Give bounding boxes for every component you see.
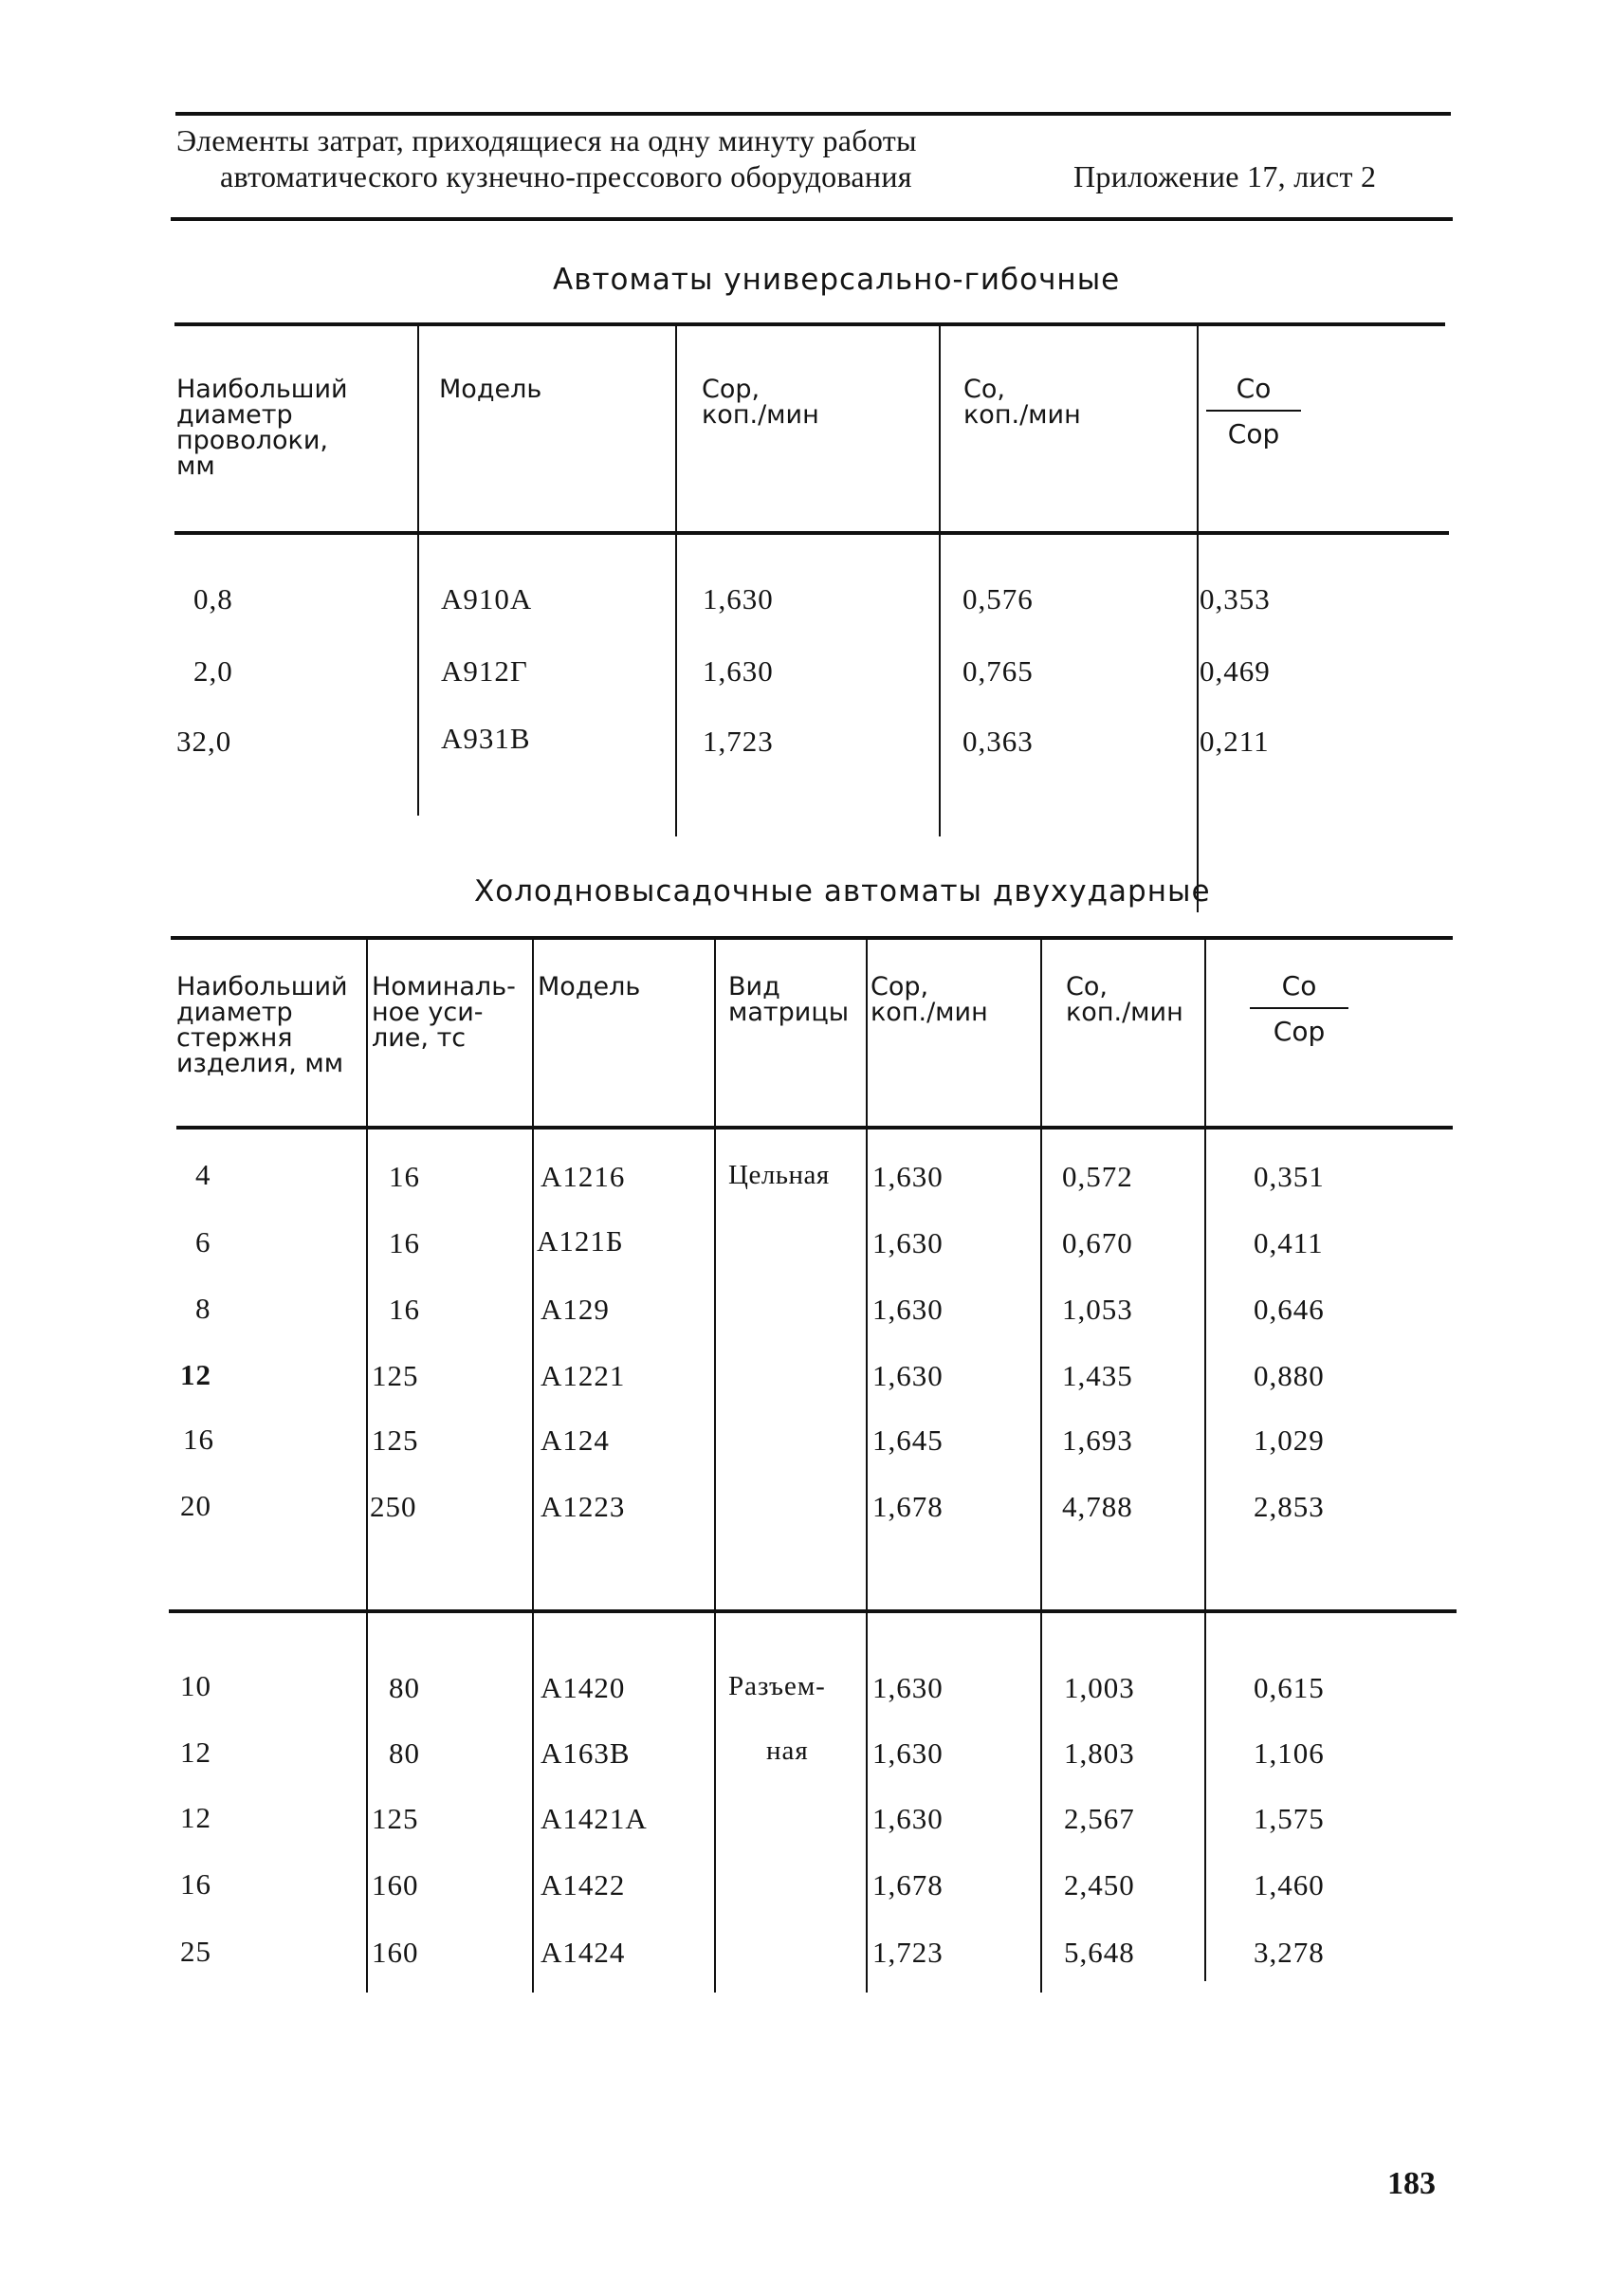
table1-cell-diameter: 32,0	[176, 725, 232, 758]
table2-cell-force: 80	[389, 1671, 420, 1704]
table2-cell-co: 1,053	[1062, 1293, 1133, 1326]
table2-cell-force: 16	[389, 1293, 420, 1326]
table2-cell-diameter: 10	[180, 1669, 211, 1702]
table1-top-rule	[174, 322, 1445, 326]
table2-cell-model: А1420	[541, 1671, 626, 1704]
table2-header-ratio-den: Cop	[1273, 1016, 1326, 1047]
table2-cell-model: А1221	[541, 1359, 626, 1392]
table2-cell-force: 125	[372, 1359, 419, 1392]
table2-vline-5	[1040, 938, 1042, 1993]
table1-cell-ratio: 0,211	[1200, 725, 1270, 758]
table2-cell-cop: 1,678	[872, 1490, 944, 1523]
table2-cell-cop: 1,645	[872, 1424, 944, 1457]
table2-cell-ratio: 0,351	[1254, 1160, 1325, 1193]
table2-cell-co: 1,003	[1064, 1671, 1135, 1704]
header-top-rule	[175, 112, 1451, 116]
table2-cell-cop: 1,630	[872, 1226, 944, 1259]
table2-cell-model: А1216	[541, 1160, 626, 1193]
table2-header-cop: Cop, коп./мин	[871, 972, 988, 1027]
table2-cell-force: 16	[389, 1160, 420, 1193]
table2-cell-co: 2,450	[1064, 1868, 1135, 1901]
table1-header-rule	[174, 531, 1449, 535]
table2-cell-diameter: 25	[180, 1935, 211, 1968]
table1-header-cop: Cop, коп./мин	[702, 375, 819, 430]
table2-header-force: Номиналь- ное уси- лие, тс	[372, 972, 516, 1053]
header-bottom-rule	[171, 217, 1453, 221]
table2-cell-ratio: 0,615	[1254, 1671, 1325, 1704]
header-title-line1: Элементы затрат, приходящиеся на одну минуту работы	[176, 123, 917, 157]
table1-header-co: Co, коп./мин	[963, 375, 1081, 430]
table1-cell-ratio: 0,469	[1200, 654, 1271, 688]
table2-cell-ratio: 0,880	[1254, 1359, 1325, 1392]
table2-cell-model: А1424	[541, 1936, 626, 1969]
table2-cell-co: 1,435	[1062, 1359, 1133, 1392]
table2-cell-diameter: 12	[180, 1736, 211, 1769]
table2-top-rule	[171, 936, 1453, 940]
table2-cell-cop: 1,630	[872, 1293, 944, 1326]
table2-cell-cop: 1,630	[872, 1802, 944, 1835]
table1-vline-2	[675, 324, 677, 836]
table1-caption: Автоматы универсально-гибочные	[553, 263, 1121, 297]
table1-cell-cop: 1,630	[703, 582, 774, 615]
table2-cell-force: 160	[372, 1868, 419, 1901]
table1-header-model: Модель	[439, 375, 542, 404]
table2-header-ratio-num: Co	[1281, 970, 1317, 1001]
table2-cell-ratio: 1,106	[1254, 1736, 1325, 1770]
table2-cell-ratio: 0,646	[1254, 1293, 1325, 1326]
table2-cell-ratio: 1,575	[1254, 1802, 1325, 1835]
table2-cell-co: 1,803	[1064, 1736, 1135, 1770]
table2-cell-force: 125	[372, 1424, 419, 1457]
table1-cell-diameter: 2,0	[193, 654, 233, 688]
fraction-bar	[1250, 1007, 1348, 1009]
table2-cell-cop: 1,630	[872, 1359, 944, 1392]
table2-vline-4	[866, 938, 868, 1993]
table1-cell-diameter: 0,8	[193, 582, 233, 615]
table2-cell-ratio: 3,278	[1254, 1936, 1325, 1969]
table2-cell-co: 0,572	[1062, 1160, 1133, 1193]
table2-cell-diameter: 12	[180, 1801, 211, 1834]
table1-cell-co: 0,363	[962, 725, 1034, 758]
table2-cell-force: 160	[372, 1936, 419, 1969]
table2-cell-model: А129	[541, 1293, 610, 1326]
table2-cell-co: 1,693	[1062, 1424, 1133, 1457]
table2-header-model: Модель	[538, 972, 641, 1001]
table1-vline-1	[417, 324, 419, 816]
table2-cell-diameter: 4	[195, 1158, 211, 1191]
table2-cell-model: А163В	[541, 1736, 631, 1770]
table2-vline-1	[366, 938, 368, 1993]
table2-group1-matrix: Цельная	[728, 1160, 830, 1190]
table2-cell-model: А1223	[541, 1490, 626, 1523]
table1-vline-3	[939, 324, 941, 836]
table2-cell-co: 0,670	[1062, 1226, 1133, 1259]
table2-cell-co: 5,648	[1064, 1936, 1135, 1969]
table2-cell-cop: 1,678	[872, 1868, 944, 1901]
table2-cell-cop: 1,630	[872, 1736, 944, 1770]
table2-header-matrix: Вид матрицы	[728, 972, 850, 1027]
table2-group-rule	[169, 1609, 1457, 1613]
table2-cell-co: 2,567	[1064, 1802, 1135, 1835]
table2-cell-force: 16	[389, 1226, 420, 1259]
table2-cell-model: А124	[541, 1424, 610, 1457]
table1-cell-ratio: 0,353	[1200, 582, 1271, 615]
table2-vline-6	[1204, 938, 1206, 1981]
table1-cell-cop: 1,630	[703, 654, 774, 688]
header-appendix: Приложение 17, лист 2	[1073, 159, 1377, 193]
table2-cell-force: 80	[389, 1736, 420, 1770]
table2-cell-ratio: 1,460	[1254, 1868, 1325, 1901]
table2-caption: Холодновысадочные автоматы двухударные	[474, 874, 1211, 909]
table2-vline-2	[532, 938, 534, 1993]
table2-cell-diameter: 16	[183, 1423, 214, 1456]
table2-cell-ratio: 2,853	[1254, 1490, 1325, 1523]
table1-cell-model: А931В	[441, 722, 531, 755]
page-number: 183	[1387, 2166, 1436, 2201]
table1-cell-co: 0,576	[962, 582, 1034, 615]
table1-header-ratio-num: Co	[1236, 373, 1272, 404]
fraction-bar	[1206, 410, 1301, 412]
table2-header-co: Co, коп./мин	[1066, 972, 1183, 1027]
table1-cell-cop: 1,723	[703, 725, 774, 758]
table1-cell-co: 0,765	[962, 654, 1034, 688]
table2-cell-model: А1422	[541, 1868, 626, 1901]
table2-cell-ratio: 0,411	[1254, 1226, 1324, 1259]
table2-group2-matrix-line1: Разъем-	[728, 1671, 826, 1701]
table2-cell-cop: 1,723	[872, 1936, 944, 1969]
table2-cell-cop: 1,630	[872, 1671, 944, 1704]
table2-cell-model: А1421А	[541, 1802, 648, 1835]
table1-vline-4	[1197, 324, 1199, 912]
table1-header-ratio-den: Cop	[1227, 418, 1280, 450]
header-title-line2: автоматического кузнечно-прессового оборудования	[220, 159, 912, 193]
table2-cell-force: 250	[370, 1490, 417, 1523]
table2-cell-diameter: 12	[180, 1358, 211, 1391]
table1-cell-model: А912Г	[441, 654, 528, 688]
table2-cell-cop: 1,630	[872, 1160, 944, 1193]
table2-cell-diameter: 20	[180, 1489, 211, 1522]
table2-header-ratio	[1250, 969, 1348, 1049]
table2-cell-force: 125	[372, 1802, 419, 1835]
table2-group2-matrix-line2: ная	[766, 1736, 809, 1766]
table2-cell-ratio: 1,029	[1254, 1424, 1325, 1457]
table2-header-diameter: Наибольший диаметр стержня изделия, мм	[176, 972, 348, 1078]
table2-cell-co: 4,788	[1062, 1490, 1133, 1523]
table1-cell-model: А910А	[441, 582, 533, 615]
table1-header-diameter: Наибольший диаметр проволоки, мм	[176, 375, 348, 481]
table2-cell-model: А121Б	[537, 1224, 624, 1258]
table1-header-ratio	[1206, 372, 1301, 451]
table2-cell-diameter: 8	[195, 1292, 211, 1325]
table2-vline-3	[714, 938, 716, 1993]
table2-cell-diameter: 6	[195, 1225, 211, 1258]
table2-cell-diameter: 16	[180, 1867, 211, 1901]
